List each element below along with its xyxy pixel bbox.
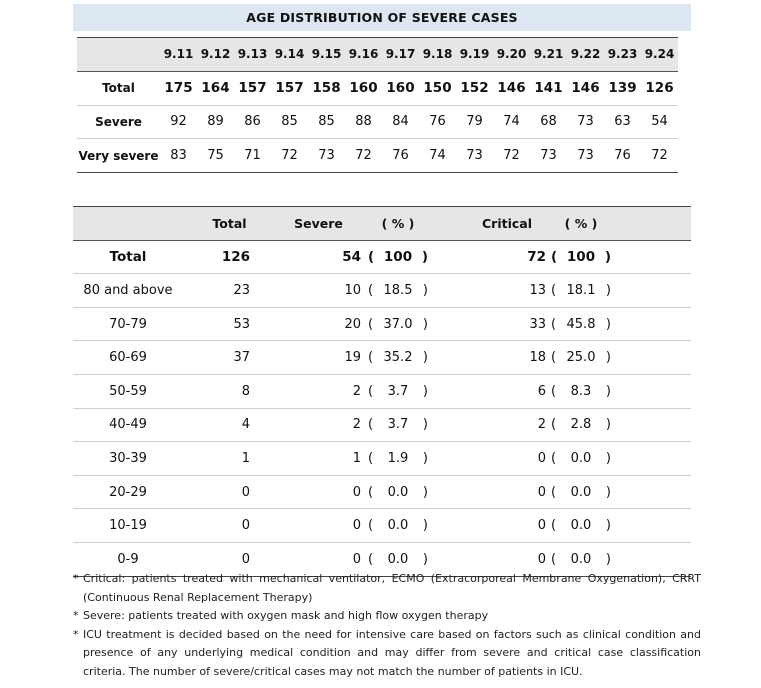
critical-percent (546, 509, 616, 543)
daily-value-cell: 146 (567, 71, 604, 105)
critical-percent (546, 475, 616, 509)
open-paren: ( (551, 484, 557, 500)
age-group-label: 60-69 (73, 341, 183, 375)
open-paren: ( (551, 350, 557, 366)
severe-percent (361, 341, 435, 375)
total-count: 0 (183, 475, 276, 509)
date-header: 9.13 (234, 38, 271, 72)
percent-wrap (368, 384, 428, 399)
critical-count: 33 (435, 307, 546, 341)
severe-percent (361, 442, 435, 476)
close-paren: ) (422, 484, 428, 500)
percent-wrap (551, 552, 611, 567)
severe-count: 2 (276, 408, 361, 442)
severe-percent (361, 475, 435, 509)
total-count: 4 (183, 408, 276, 442)
percent-value: 2.8 (570, 417, 592, 433)
daily-value-cell: 139 (604, 71, 641, 105)
header-critical: Critical (435, 207, 546, 241)
footnote-text: ICU treatment is decided based on the need for intensive care based on factors such as clinical condition and presence of any underlying medical condition and may differ from severe and critical case classification criteria. The number of severe/critical cases may not match the number of patients in ICU. (83, 627, 701, 678)
date-header: 9.23 (604, 38, 641, 72)
daily-value-cell: 85 (271, 105, 308, 139)
age-header-blank (73, 207, 183, 241)
header-total: Total (183, 207, 276, 241)
footnote-mark: * (73, 572, 79, 585)
age-group-label: 40-49 (73, 408, 183, 442)
header-severe: Severe (276, 207, 361, 241)
daily-value-cell: 160 (345, 71, 382, 105)
severe-percent (361, 240, 435, 274)
date-header-row (77, 38, 678, 72)
severe-count: 0 (276, 475, 361, 509)
footnote-text: Severe: patients treated with oxygen mask and high flow oxygen therapy (83, 609, 489, 622)
severe-count: 2 (276, 374, 361, 408)
critical-count: 18 (435, 341, 546, 375)
daily-value-cell: 160 (382, 71, 419, 105)
close-paren: ) (605, 450, 611, 466)
severe-count: 54 (276, 240, 361, 274)
daily-value-cell: 89 (197, 105, 234, 139)
age-row (73, 374, 691, 408)
row-end-blank (616, 408, 691, 442)
date-header: 9.21 (530, 38, 567, 72)
daily-value-cell: 76 (419, 105, 456, 139)
percent-wrap (368, 249, 428, 265)
daily-value-cell: 72 (493, 139, 530, 173)
daily-value-cell: 88 (345, 105, 382, 139)
close-paren: ) (422, 316, 428, 332)
percent-wrap (551, 485, 611, 500)
percent-value: 0.0 (570, 518, 592, 534)
open-paren: ( (368, 551, 374, 567)
daily-value-cell: 73 (567, 105, 604, 139)
critical-percent (546, 341, 616, 375)
age-row (73, 341, 691, 375)
daily-row (77, 105, 678, 139)
percent-wrap (551, 518, 611, 533)
age-group-label: 0-9 (73, 542, 183, 576)
daily-value-cell: 92 (160, 105, 197, 139)
percent-value: 18.1 (566, 282, 596, 298)
severe-percent (361, 509, 435, 543)
daily-value-cell: 68 (530, 105, 567, 139)
age-row (73, 475, 691, 509)
footnote-mark: * (73, 627, 79, 641)
date-header: 9.12 (197, 38, 234, 72)
date-header: 9.24 (641, 38, 678, 72)
percent-value: 37.0 (383, 316, 413, 332)
percent-value: 25.0 (566, 350, 596, 366)
total-count: 37 (183, 341, 276, 375)
age-group-label: Total (73, 240, 183, 274)
severe-percent (361, 374, 435, 408)
row-end-blank (616, 509, 691, 543)
close-paren: ) (605, 417, 611, 433)
percent-value: 100 (383, 248, 413, 265)
percent-value: 100 (566, 248, 596, 265)
critical-count: 2 (435, 408, 546, 442)
page-title: AGE DISTRIBUTION OF SEVERE CASES (73, 4, 691, 31)
critical-count: 0 (435, 442, 546, 476)
age-group-label: 50-59 (73, 374, 183, 408)
close-paren: ) (421, 248, 428, 265)
daily-value-cell: 84 (382, 105, 419, 139)
date-header: 9.18 (419, 38, 456, 72)
daily-value-cell: 85 (308, 105, 345, 139)
daily-value-cell: 73 (456, 139, 493, 173)
row-label: Severe (77, 105, 160, 139)
footnote (73, 570, 701, 607)
date-header: 9.16 (345, 38, 382, 72)
total-count: 1 (183, 442, 276, 476)
percent-value: 0.0 (387, 484, 409, 500)
row-label: Very severe (77, 139, 160, 173)
percent-wrap (551, 384, 611, 399)
close-paren: ) (422, 417, 428, 433)
daily-value-cell: 74 (419, 139, 456, 173)
severe-percent (361, 408, 435, 442)
total-count: 126 (183, 240, 276, 274)
age-group-label: 80 and above (73, 274, 183, 308)
close-paren: ) (605, 518, 611, 534)
percent-wrap (368, 350, 428, 365)
row-end-blank (616, 341, 691, 375)
total-count: 0 (183, 542, 276, 576)
critical-percent (546, 408, 616, 442)
daily-value-cell: 157 (271, 71, 308, 105)
percent-value: 0.0 (387, 551, 409, 567)
daily-row (77, 71, 678, 105)
close-paren: ) (422, 450, 428, 466)
total-count: 53 (183, 307, 276, 341)
percent-wrap (551, 417, 611, 432)
percent-value: 18.5 (383, 282, 413, 298)
critical-percent (546, 307, 616, 341)
daily-value-cell: 54 (641, 105, 678, 139)
daily-value-cell: 74 (493, 105, 530, 139)
header-severe-pct: ( % ) (361, 207, 435, 241)
total-count: 23 (183, 274, 276, 308)
daily-value-cell: 126 (641, 71, 678, 105)
percent-value: 8.3 (570, 383, 592, 399)
percent-wrap (368, 417, 428, 432)
close-paren: ) (605, 350, 611, 366)
date-header: 9.17 (382, 38, 419, 72)
open-paren: ( (368, 450, 374, 466)
percent-wrap (368, 485, 428, 500)
severe-count: 0 (276, 509, 361, 543)
daily-value-cell: 164 (197, 71, 234, 105)
header-critical-pct: ( % ) (546, 207, 616, 241)
age-group-label: 70-79 (73, 307, 183, 341)
close-paren: ) (605, 551, 611, 567)
daily-value-cell: 175 (160, 71, 197, 105)
age-group-label: 20-29 (73, 475, 183, 509)
critical-count: 0 (435, 542, 546, 576)
open-paren: ( (551, 551, 557, 567)
critical-percent (546, 274, 616, 308)
critical-count: 6 (435, 374, 546, 408)
age-header-blank-end (616, 207, 691, 241)
severe-count: 0 (276, 542, 361, 576)
percent-wrap (551, 283, 611, 298)
percent-wrap (551, 451, 611, 466)
close-paren: ) (605, 484, 611, 500)
open-paren: ( (368, 383, 374, 399)
daily-value-cell: 152 (456, 71, 493, 105)
footnote (73, 607, 701, 626)
daily-value-cell: 83 (160, 139, 197, 173)
age-group-label: 30-39 (73, 442, 183, 476)
open-paren: ( (551, 383, 557, 399)
daily-value-cell: 150 (419, 71, 456, 105)
severe-percent (361, 274, 435, 308)
percent-value: 1.9 (387, 450, 409, 466)
open-paren: ( (368, 282, 374, 298)
percent-wrap (368, 552, 428, 567)
daily-value-cell: 86 (234, 105, 271, 139)
daily-value-cell: 76 (382, 139, 419, 173)
percent-wrap (551, 317, 611, 332)
percent-wrap (368, 518, 428, 533)
age-row (73, 408, 691, 442)
percent-value: 3.7 (387, 383, 409, 399)
date-header-blank (77, 38, 160, 72)
daily-value-cell: 73 (308, 139, 345, 173)
open-paren: ( (551, 282, 557, 298)
close-paren: ) (422, 350, 428, 366)
critical-count: 72 (435, 240, 546, 274)
percent-wrap (551, 350, 611, 365)
critical-count: 0 (435, 475, 546, 509)
severe-count: 1 (276, 442, 361, 476)
daily-value-cell: 157 (234, 71, 271, 105)
percent-wrap (368, 451, 428, 466)
date-header: 9.15 (308, 38, 345, 72)
open-paren: ( (368, 350, 374, 366)
row-end-blank (616, 240, 691, 274)
date-header: 9.22 (567, 38, 604, 72)
open-paren: ( (551, 417, 557, 433)
open-paren: ( (368, 417, 374, 433)
open-paren: ( (551, 518, 557, 534)
daily-value-cell: 71 (234, 139, 271, 173)
open-paren: ( (551, 248, 558, 265)
daily-severe-cases-table (77, 37, 678, 173)
close-paren: ) (605, 316, 611, 332)
age-row (73, 509, 691, 543)
row-end-blank (616, 475, 691, 509)
row-label: Total (77, 71, 160, 105)
date-header: 9.19 (456, 38, 493, 72)
percent-value: 3.7 (387, 417, 409, 433)
close-paren: ) (422, 518, 428, 534)
age-row (73, 442, 691, 476)
date-header: 9.14 (271, 38, 308, 72)
close-paren: ) (605, 282, 611, 298)
daily-value-cell: 76 (604, 139, 641, 173)
close-paren: ) (422, 383, 428, 399)
row-end-blank (616, 442, 691, 476)
age-group-label: 10-19 (73, 509, 183, 543)
age-row (73, 240, 691, 274)
footnote-text: Critical: patients treated with mechanical ventilator, ECMO (Extracorporeal Membrane Oxygenation), CRRT (Continuous Renal Replacement Therapy) (83, 572, 701, 604)
age-header-row (73, 207, 691, 241)
total-count: 0 (183, 509, 276, 543)
daily-value-cell: 72 (345, 139, 382, 173)
close-paren: ) (604, 248, 611, 265)
open-paren: ( (368, 316, 374, 332)
severe-count: 20 (276, 307, 361, 341)
close-paren: ) (422, 551, 428, 567)
severe-percent (361, 307, 435, 341)
daily-value-cell: 73 (567, 139, 604, 173)
percent-wrap (551, 249, 611, 265)
daily-value-cell: 72 (271, 139, 308, 173)
daily-value-cell: 63 (604, 105, 641, 139)
age-row (73, 307, 691, 341)
row-end-blank (616, 307, 691, 341)
severe-count: 10 (276, 274, 361, 308)
percent-wrap (368, 317, 428, 332)
close-paren: ) (422, 282, 428, 298)
percent-value: 0.0 (387, 518, 409, 534)
daily-value-cell: 75 (197, 139, 234, 173)
daily-value-cell: 158 (308, 71, 345, 105)
footnote-mark: * (73, 609, 79, 622)
daily-row (77, 139, 678, 173)
critical-count: 13 (435, 274, 546, 308)
daily-value-cell: 146 (493, 71, 530, 105)
percent-wrap (368, 283, 428, 298)
daily-value-cell: 73 (530, 139, 567, 173)
row-end-blank (616, 374, 691, 408)
age-row (73, 274, 691, 308)
open-paren: ( (368, 518, 374, 534)
date-header: 9.11 (160, 38, 197, 72)
row-end-blank (616, 274, 691, 308)
severe-count: 19 (276, 341, 361, 375)
critical-percent (546, 240, 616, 274)
percent-value: 35.2 (383, 350, 413, 366)
critical-percent (546, 442, 616, 476)
percent-value: 0.0 (570, 484, 592, 500)
daily-value-cell: 79 (456, 105, 493, 139)
total-count: 8 (183, 374, 276, 408)
percent-value: 0.0 (570, 450, 592, 466)
percent-value: 45.8 (566, 316, 596, 332)
close-paren: ) (605, 383, 611, 399)
critical-count: 0 (435, 509, 546, 543)
footnote (73, 626, 701, 682)
age-distribution-table (73, 206, 691, 577)
critical-percent (546, 374, 616, 408)
open-paren: ( (551, 450, 557, 466)
date-header: 9.20 (493, 38, 530, 72)
open-paren: ( (368, 248, 375, 265)
daily-value-cell: 72 (641, 139, 678, 173)
percent-value: 0.0 (570, 551, 592, 567)
open-paren: ( (368, 484, 374, 500)
daily-value-cell: 141 (530, 71, 567, 105)
open-paren: ( (551, 316, 557, 332)
footnotes (73, 570, 701, 681)
